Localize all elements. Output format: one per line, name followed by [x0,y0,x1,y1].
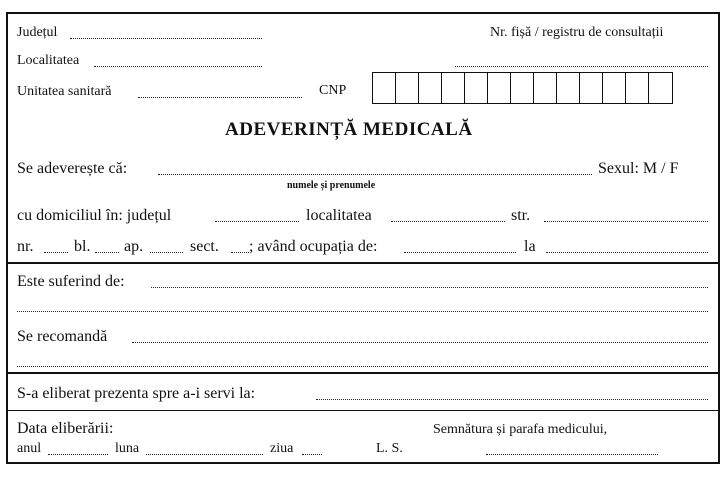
cnp-digit-box[interactable] [557,73,580,103]
cnp-digit-box[interactable] [511,73,534,103]
strada-label: str. [511,207,531,224]
localitate-header-label: Localitatea [17,53,80,68]
cnp-digit-box[interactable] [396,73,419,103]
data-eliberarii-label: Data eliberării: [17,420,114,437]
cnp-digit-box[interactable] [465,73,488,103]
nr-label: nr. [17,238,34,255]
nume-field[interactable] [158,174,592,175]
bloc-field[interactable] [95,252,119,253]
luna-label: luna [115,441,140,456]
semnatura-field[interactable] [486,454,658,455]
cnp-digit-box[interactable] [442,73,465,103]
cnp-digit-box[interactable] [580,73,603,103]
apartament-label: ap. [124,238,144,255]
nr-field[interactable] [44,252,68,253]
loc-munca-label: la [524,238,536,255]
unitate-sanitara-label: Unitatea sanitară [17,84,112,99]
domiciliu-label: cu domiciliul în: județul [17,207,172,224]
semnatura-label: Semnătura și parafa medicului, [433,422,608,437]
registru-field[interactable] [455,66,708,67]
section-divider [8,372,718,374]
ziua-field[interactable] [302,454,322,455]
medical-certificate-form [6,12,720,464]
cnp-boxes[interactable] [372,72,673,104]
loc-munca-field[interactable] [546,252,708,253]
anul-label: anul [17,441,42,456]
eliberat-label: S-a eliberat prezenta spre a-i servi la: [17,385,256,402]
document-title: ADEVERINȚĂ MEDICALĂ [225,119,473,140]
cnp-digit-box[interactable] [534,73,557,103]
luna-field[interactable] [146,454,263,455]
section-divider [8,410,718,411]
localitate-field[interactable] [391,221,505,222]
sex-label: Sexul: M / F [598,160,679,177]
ocupatie-field[interactable] [404,252,516,253]
judet-field[interactable] [70,38,262,39]
judet-label: Județul [17,25,58,40]
nume-hint: numele și prenumele [287,180,376,191]
ocupatie-label: ; având ocupația de: [249,238,378,255]
ziua-label: ziua [270,441,294,456]
apartament-field[interactable] [150,252,183,253]
adevereste-label: Se adeverește că: [17,160,128,177]
sector-label: sect. [190,238,219,255]
cnp-label: CNP [319,83,347,98]
registru-label: Nr. fișă / registru de consultații [490,25,664,40]
eliberat-field[interactable] [316,399,708,400]
cnp-digit-box[interactable] [488,73,511,103]
cnp-digit-box[interactable] [603,73,626,103]
suferind-field[interactable] [151,287,708,288]
judet-domiciliu-field[interactable] [215,221,299,222]
unitate-sanitara-field[interactable] [138,97,302,98]
cnp-digit-box[interactable] [419,73,442,103]
localitate-label: localitatea [306,207,372,224]
recomanda-field-line-2[interactable] [17,366,708,367]
suferind-field-line-2[interactable] [17,311,708,312]
suferind-label: Este suferind de: [17,273,125,290]
cnp-digit-box[interactable] [373,73,396,103]
section-divider [8,262,718,264]
cnp-digit-box[interactable] [649,73,672,103]
localitate-header-field[interactable] [94,66,262,67]
strada-field[interactable] [544,221,708,222]
sector-field[interactable] [231,252,249,253]
recomanda-field[interactable] [132,342,708,343]
anul-field[interactable] [48,454,108,455]
bloc-label: bl. [74,238,91,255]
cnp-digit-box[interactable] [626,73,649,103]
recomanda-label: Se recomandă [17,328,108,345]
loc-stampila-label: L. S. [376,441,403,456]
